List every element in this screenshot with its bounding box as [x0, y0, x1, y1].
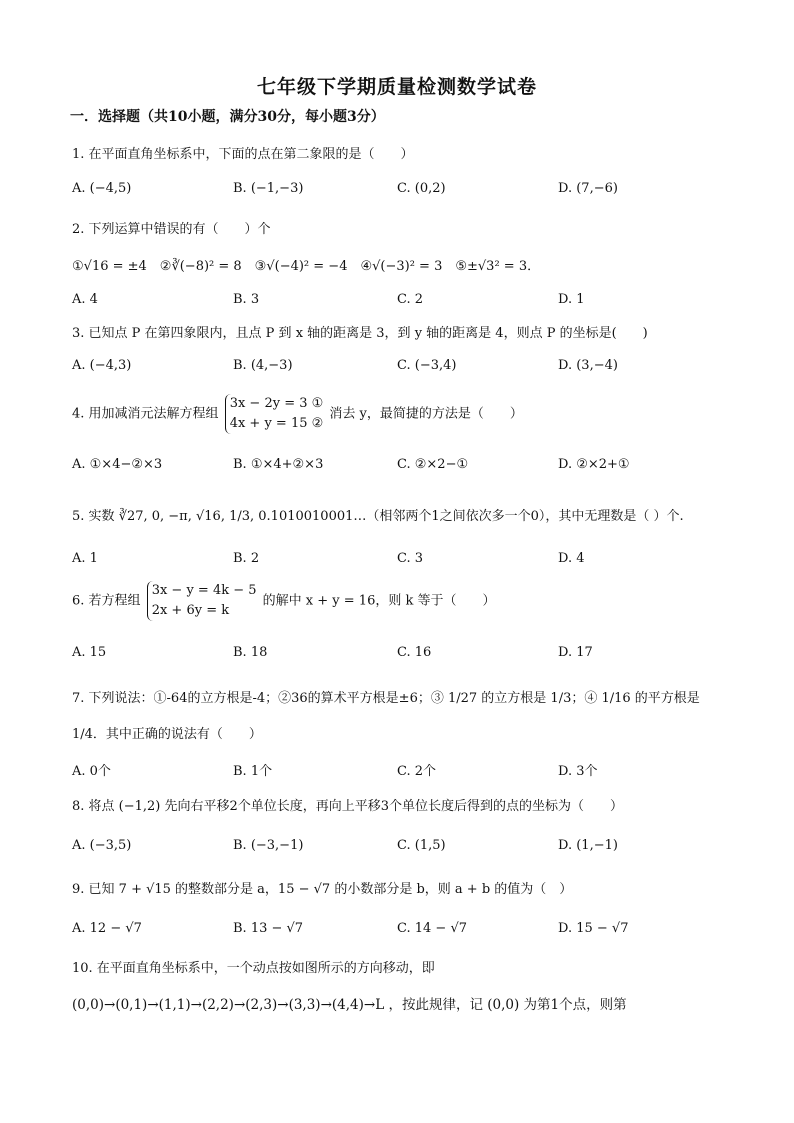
question-7-options	[72, 760, 732, 782]
section-heading: 一．选择题（共10小题，满分30分，每小题3分）	[70, 109, 385, 125]
q5-option-b[interactable]: B. 2	[233, 551, 260, 566]
q8-option-c[interactable]: C. (1,5)	[397, 838, 446, 853]
question-9: 9. 已知 7 + √15 的整数部分是 a，15 − √7 的小数部分是 b，则 a + b 的值为（ ）	[72, 882, 573, 897]
q7-option-b[interactable]: B. 1个	[233, 764, 273, 779]
question-10: 10. 在平面直角坐标系中，一个动点按如图所示的方向移动，即	[72, 961, 435, 976]
page-title: 七年级下学期质量检测数学试卷	[256, 76, 537, 98]
q6-equation-1: 3x − y = 4k − 5	[151, 583, 257, 598]
q6-option-b[interactable]: B. 18	[233, 645, 268, 660]
q3-option-a[interactable]: A. (−4,3)	[72, 358, 132, 373]
q4-option-d[interactable]: D. ②×2+①	[558, 457, 630, 472]
q4-option-c[interactable]: C. ②×2−①	[397, 457, 469, 472]
q9-option-c[interactable]: C. 14 − √7	[397, 921, 468, 936]
q6-option-c[interactable]: C. 16	[397, 645, 432, 660]
q4-equation-1: 3x − 2y = 3 ①	[229, 396, 324, 411]
q1-option-a[interactable]: A. (−4,5)	[72, 181, 132, 196]
q2-option-b[interactable]: B. 3	[233, 292, 260, 307]
q4-suffix: 消去 y，最简捷的方法是（ ）	[329, 406, 523, 422]
question-4	[72, 394, 523, 434]
q8-option-a[interactable]: A. (−3,5)	[72, 838, 132, 853]
question-5: 5. 实数 ∛27, 0, −π, √16, 1/3, 0.1010010001…（相邻两个1之间依次多一个0），其中无理数是（ ）个.	[72, 509, 684, 524]
q3-option-d[interactable]: D. (3,−4)	[558, 358, 618, 373]
q4-equation-2: 4x + y = 15 ②	[229, 416, 324, 431]
q6-suffix: 的解中 x + y = 16，则 k 等于（ ）	[262, 593, 496, 609]
question-8: 8. 将点 (−1,2) 先向右平移2个单位长度，再向上平移3个单位长度后得到的点的坐标为（ ）	[72, 799, 624, 814]
question-1: 1. 在平面直角坐标系中，下面的点在第二象限的是（ ）	[72, 147, 414, 162]
question-7: 7. 下列说法：①-64的立方根是-4；②36的算术平方根是±6；③ 1/27 的立方根是 1/3；④ 1/16 的平方根是 1/4．其中正确的说法有（ ）	[72, 691, 700, 742]
question-9-options	[72, 921, 732, 943]
q8-option-b[interactable]: B. (−3,−1)	[233, 838, 304, 853]
q6-option-d[interactable]: D. 17	[558, 645, 593, 660]
q9-option-a[interactable]: A. 12 − √7	[72, 921, 142, 936]
q2-option-a[interactable]: A. 4	[72, 292, 98, 307]
q4-equation-system	[225, 394, 324, 434]
question-2-statements: ①√16 = ±4 ②∛(−8)² = 8 ③√(−4)² = −4 ④√(−3)² = 3 ⑤±√3² = 3．	[72, 259, 541, 274]
q2-option-c[interactable]: C. 2	[397, 292, 424, 307]
q3-option-c[interactable]: C. (−3,4)	[397, 358, 457, 373]
q5-option-c[interactable]: C. 3	[397, 551, 424, 566]
q6-equation-2: 2x + 6y = k	[151, 603, 230, 618]
q5-option-d[interactable]: D. 4	[558, 551, 585, 566]
question-5-options	[72, 551, 732, 573]
q1-option-d[interactable]: D. (7,−6)	[558, 181, 618, 196]
q8-option-d[interactable]: D. (1,−1)	[558, 838, 618, 853]
q7-option-a[interactable]: A. 0个	[72, 764, 111, 779]
question-2-options	[72, 292, 732, 314]
question-10-sequence: (0,0)→(0,1)→(1,1)→(2,2)→(2,3)→(3,3)→(4,4)→L ，按此规律，记 (0,0) 为第1个点，则第	[72, 997, 627, 1013]
question-3: 3. 已知点 P 在第四象限内，且点 P 到 x 轴的距离是 3，到 y 轴的距离是 4，则点 P 的坐标是( )	[72, 326, 648, 341]
q4-option-a[interactable]: A. ①×4−②×3	[72, 457, 163, 472]
q9-option-b[interactable]: B. 13 − √7	[233, 921, 304, 936]
q1-option-b[interactable]: B. (−1,−3)	[233, 181, 304, 196]
q1-option-c[interactable]: C. (0,2)	[397, 181, 446, 196]
q5-option-a[interactable]: A. 1	[72, 551, 98, 566]
question-3-options	[72, 358, 732, 380]
q9-option-d[interactable]: D. 15 − √7	[558, 921, 629, 936]
question-8-options	[72, 838, 732, 860]
q7-option-c[interactable]: C. 2个	[397, 764, 437, 779]
q2-option-d[interactable]: D. 1	[558, 292, 585, 307]
q6-prefix: 6. 若方程组	[72, 593, 141, 609]
question-6-options	[72, 645, 732, 667]
question-6	[72, 581, 495, 621]
q6-option-a[interactable]: A. 15	[72, 645, 107, 660]
q3-option-b[interactable]: B. (4,−3)	[233, 358, 293, 373]
q7-option-d[interactable]: D. 3个	[558, 764, 598, 779]
question-2: 2. 下列运算中错误的有（ ）个	[72, 222, 271, 237]
q4-option-b[interactable]: B. ①×4+②×3	[233, 457, 324, 472]
q4-prefix: 4. 用加减消元法解方程组	[72, 406, 219, 422]
question-4-options	[72, 457, 732, 479]
q6-equation-system	[147, 581, 257, 621]
question-1-options	[72, 181, 732, 203]
